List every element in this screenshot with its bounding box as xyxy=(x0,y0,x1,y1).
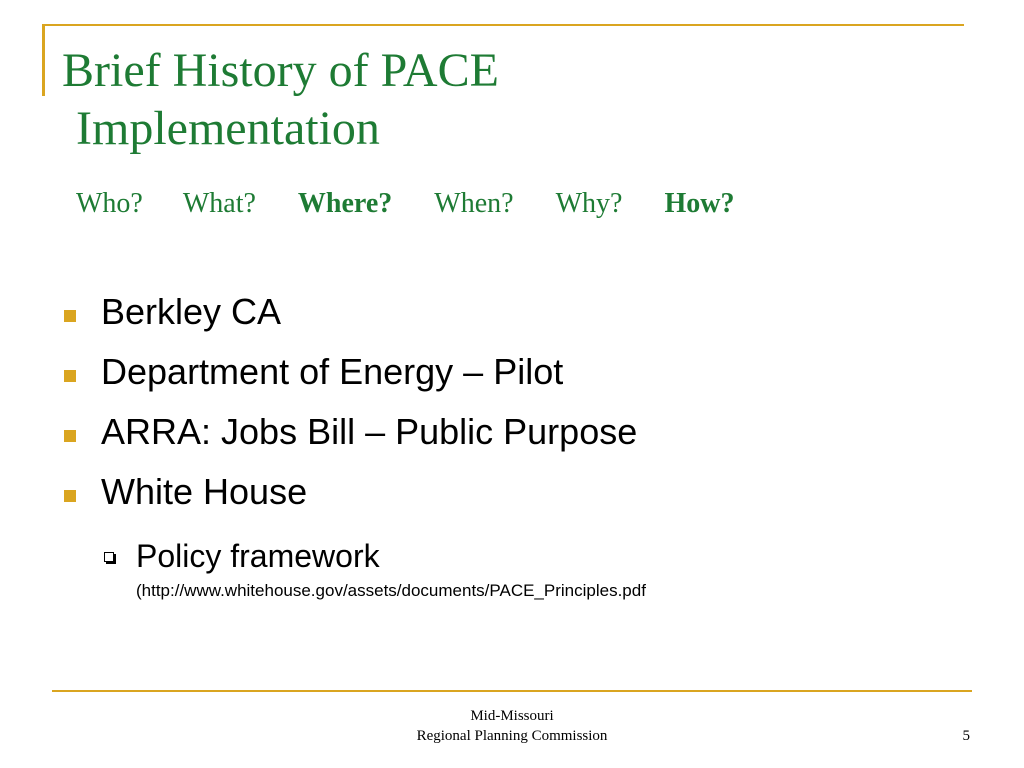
bullet-text: ARRA: Jobs Bill – Public Purpose xyxy=(101,411,638,452)
left-accent-line xyxy=(42,26,45,96)
bullet-item xyxy=(64,472,637,532)
bullet-text: Berkley CA xyxy=(101,291,282,332)
square-bullet-icon xyxy=(64,430,76,442)
hollow-square-bullet-icon xyxy=(104,552,114,562)
question-what: What? xyxy=(182,188,256,219)
footer-org-line-1: Mid-Missouri xyxy=(470,708,554,724)
square-bullet-icon xyxy=(64,370,76,382)
bullet-item xyxy=(64,352,637,412)
question-subtitle xyxy=(76,188,734,220)
footer-divider xyxy=(52,690,972,692)
footer-organization xyxy=(362,706,662,746)
top-accent-line xyxy=(42,24,964,26)
page-number: 5 xyxy=(962,728,970,744)
bullet-text: White House xyxy=(101,471,308,512)
question-why: Why? xyxy=(555,188,623,219)
bullet-item xyxy=(64,412,637,472)
sub-bullet-item xyxy=(104,538,646,602)
question-where: Where? xyxy=(297,188,393,219)
question-how: How? xyxy=(664,188,735,219)
footer-org-line-2: Regional Planning Commission xyxy=(416,728,608,744)
title-line-2: Implementation xyxy=(76,102,380,155)
sub-bullet-url: (http://www.whitehouse.gov/assets/documents/PACE_Principles.pdf xyxy=(136,581,646,600)
question-when: When? xyxy=(434,188,514,219)
title-line-1: Brief History of PACE xyxy=(62,44,499,97)
slide-title xyxy=(62,42,962,158)
question-who: Who? xyxy=(76,188,143,219)
bullet-item xyxy=(64,292,637,352)
square-bullet-icon xyxy=(64,490,76,502)
bullet-text: Department of Energy – Pilot xyxy=(101,351,564,392)
square-bullet-icon xyxy=(64,310,76,322)
sub-bullet-title: Policy framework xyxy=(136,538,380,574)
bullet-list xyxy=(64,292,637,532)
